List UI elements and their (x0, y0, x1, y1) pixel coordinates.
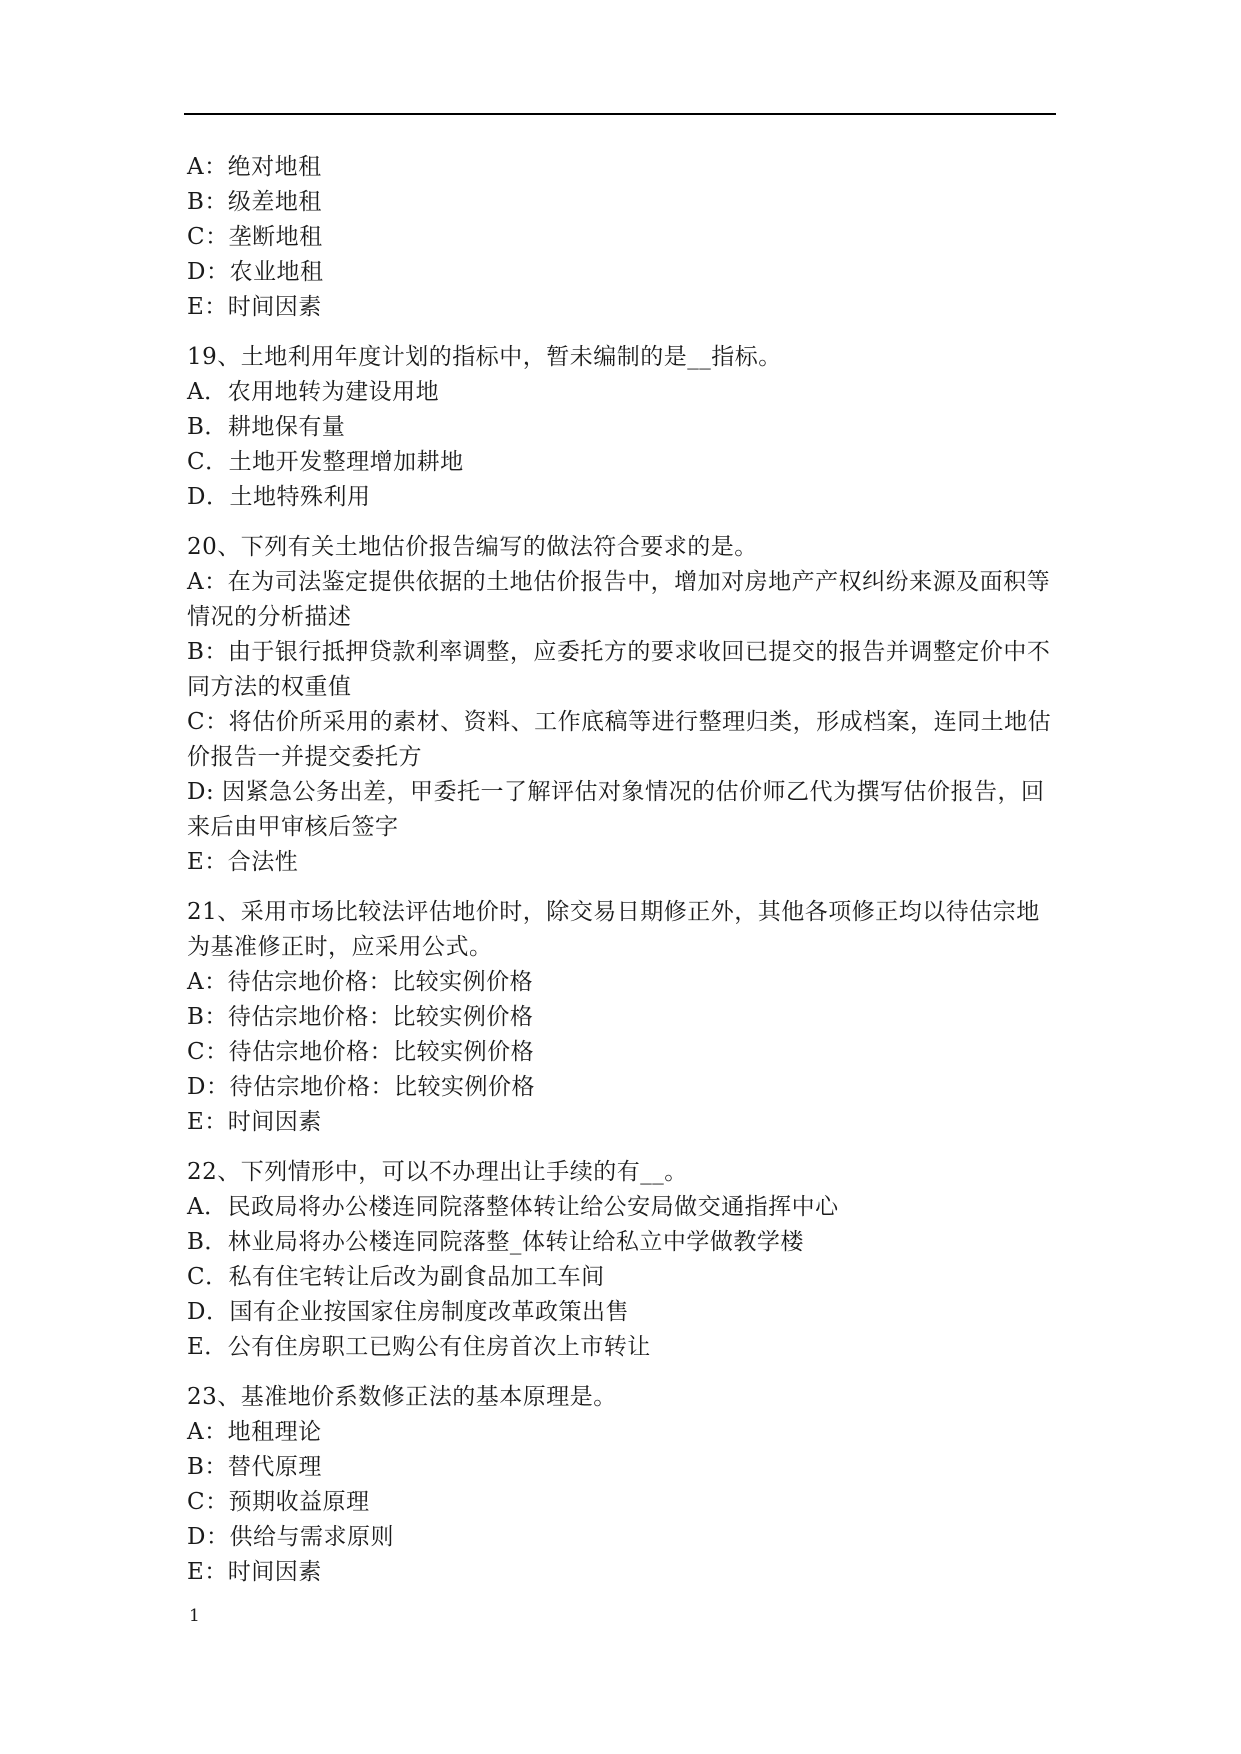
answer-option: D：供给与需求原则 (187, 1524, 394, 1550)
answer-option: A．民政局将办公楼连同院落整体转让给公安局做交通指挥中心 (187, 1194, 839, 1220)
answer-option: D: 因紧急公务出差，甲委托一了解评估对象情况的估价师乙代为撰写估价报告，回来后由甲审核后签字 (187, 779, 1045, 840)
question-text: 20、下列有关土地估价报告编写的做法符合要求的是。 (187, 534, 758, 560)
answer-option: E：时间因素 (187, 1109, 322, 1135)
page-number: 1 (189, 1606, 200, 1626)
answer-option: D：待估宗地价格：比较实例价格 (187, 1074, 535, 1100)
question-text: 22、下列情形中，可以不办理出让手续的有__。 (187, 1159, 688, 1185)
answer-option: A：在为司法鉴定提供依据的土地估价报告中，增加对房地产产权纠纷来源及面积等情况的分析描述 (187, 569, 1051, 630)
answer-option: B：替代原理 (187, 1454, 322, 1480)
question-block (187, 1380, 1059, 1590)
answer-option: E：时间因素 (187, 1559, 322, 1585)
answer-option: B．林业局将办公楼连同院落整_体转让给私立中学做教学楼 (187, 1229, 804, 1255)
answer-option: C：垄断地租 (187, 224, 323, 250)
question-block (187, 150, 1059, 325)
answer-option: B：由于银行抵押贷款利率调整，应委托方的要求收回已提交的报告并调整定价中不同方法的权重值 (187, 639, 1051, 700)
question-block (187, 530, 1059, 880)
question-text: 23、基准地价系数修正法的基本原理是。 (187, 1384, 617, 1410)
answer-option: B：待估宗地价格：比较实例价格 (187, 1004, 534, 1030)
answer-option: D：农业地租 (187, 259, 324, 285)
answer-option: C：将估价所采用的素材、资料、工作底稿等进行整理归类，形成档案，连同土地估价报告一并提交委托方 (187, 709, 1052, 770)
answer-option: E：合法性 (187, 849, 299, 875)
answer-option: E．公有住房职工已购公有住房首次上市转让 (187, 1334, 651, 1360)
answer-option: A：地租理论 (187, 1419, 322, 1445)
answer-option: C：预期收益原理 (187, 1489, 370, 1515)
answer-option: B．耕地保有量 (187, 414, 346, 440)
question-block (187, 895, 1059, 1140)
answer-option: A：绝对地租 (187, 154, 322, 180)
header-rule (184, 113, 1056, 115)
answer-option: D．国有企业按国家住房制度改革政策出售 (187, 1299, 629, 1325)
answer-option: A．农用地转为建设用地 (187, 379, 440, 405)
question-text: 21、采用市场比较法评估地价时，除交易日期修正外，其他各项修正均以待估宗地为基准修正时，应采用公式。 (187, 899, 1040, 960)
question-block (187, 340, 1059, 515)
answer-option: E：时间因素 (187, 294, 322, 320)
question-text: 19、土地利用年度计划的指标中，暂未编制的是__指标。 (187, 344, 782, 370)
answer-option: D．土地特殊利用 (187, 484, 371, 510)
question-block (187, 1155, 1059, 1365)
document-body (187, 150, 1059, 1605)
answer-option: C：待估宗地价格：比较实例价格 (187, 1039, 535, 1065)
answer-option: C．土地开发整理增加耕地 (187, 449, 464, 475)
answer-option: C．私有住宅转让后改为副食品加工车间 (187, 1264, 605, 1290)
answer-option: A：待估宗地价格：比较实例价格 (187, 969, 534, 995)
answer-option: B：级差地租 (187, 189, 322, 215)
